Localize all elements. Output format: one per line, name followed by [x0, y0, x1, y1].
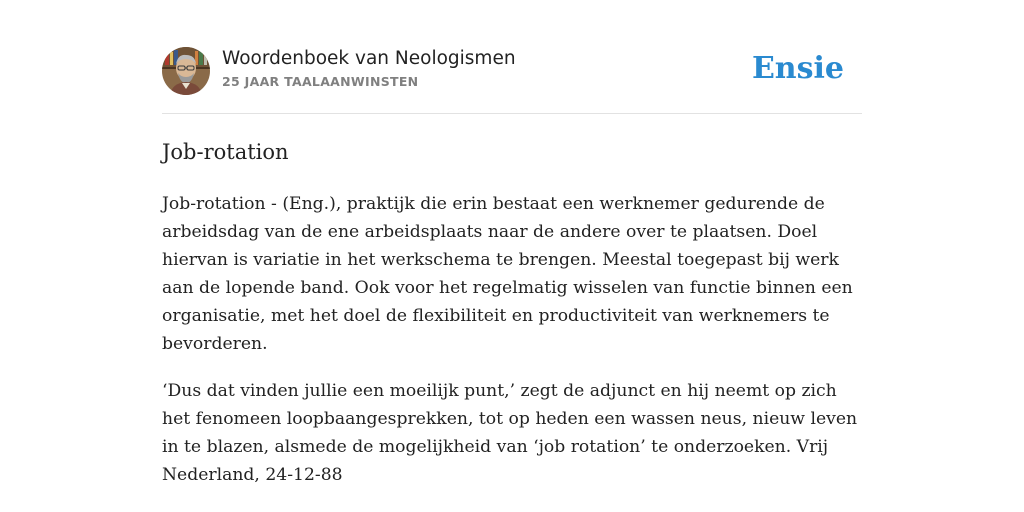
brand-logo[interactable]: Ensie [751, 51, 844, 86]
source-title[interactable]: Woordenboek van Neologismen [222, 48, 516, 69]
entry-title: Job-rotation [162, 140, 289, 164]
author-portrait-icon[interactable] [162, 47, 210, 95]
source-header [162, 47, 862, 95]
header-divider [162, 113, 862, 114]
entry-quote: ‘Dus dat vinden jullie een moeilijk punt,’ zegt de adjunct en hij neemt op zich het fenomeen loopbaangesprekken, tot op heden een wassen neus, nieuw leven in te blazen, alsmede de mogelijkheid van ‘job rotation’ te onderzoeken. Vrij Nederland, 24-12-88 [162, 381, 858, 485]
entry-page [162, 0, 862, 512]
source-subtitle: 25 JAAR TAALAANWINSTEN [222, 74, 419, 89]
entry-definition: Job-rotation - (Eng.), praktijk die erin bestaat een werknemer gedurende de arbeidsdag van de ene arbeidsplaats naar de andere over te plaatsen. Doel hiervan is variatie in het werkschema te brengen. Meestal toegepast bij werk aan de lopende band. Ook voor het regelmatig wisselen van functie binnen een organisatie, met het doel de flexibiliteit en productiviteit van werknemers te bevorderen. [162, 194, 853, 354]
